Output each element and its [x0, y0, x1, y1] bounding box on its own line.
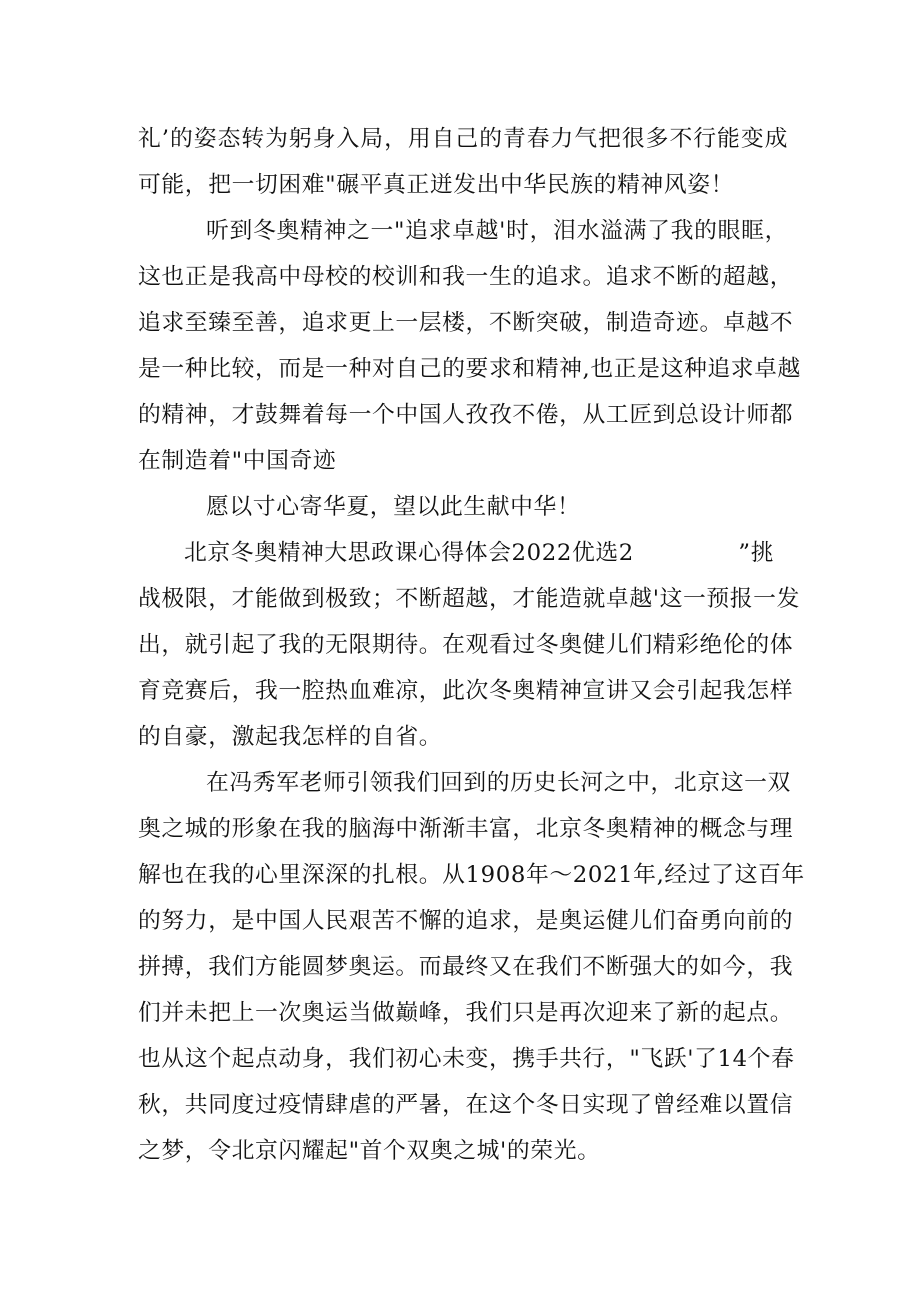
- text-line: 之梦，令北京闪耀起"首个双奥之城'的荣光。: [138, 1138, 601, 1164]
- text-line: 追求至臻至善，追求更上一层楼，不断突破，制造奇迹。卓越不: [138, 310, 794, 336]
- heading-trailing-text: ”挑: [738, 540, 774, 566]
- text-line: 秋，共同度过疫情肆虐的严暑，在这个冬日实现了曾经难以置信: [138, 1092, 794, 1118]
- text-line: 们并未把上一次奥运当做巅峰，我们只是再次迎来了新的起点。: [138, 1000, 794, 1026]
- paragraph-start-line: 愿以寸心寄华夏，望以此生献中华！: [206, 494, 581, 520]
- text-line: 奥之城的形象在我的脑海中渐渐丰富，北京冬奥精神的概念与理: [138, 816, 794, 842]
- text-line: 的精神，才鼓舞着每一个中国人孜孜不倦，从工匠到总设计师都: [138, 402, 794, 428]
- text-line: 是一种比较，而是一种对自己的要求和精神,也正是这种追求卓越: [138, 356, 801, 382]
- document-body: [138, 116, 805, 1174]
- text-line: 这也正是我高中母校的校训和我一生的追求。追求不断的超越，: [138, 264, 794, 290]
- text-line: 可能，把一切困难"碾平真正迸发出中华民族的精神风姿！: [138, 172, 735, 198]
- text-line: 育竞赛后，我一腔热血难凉，此次冬奥精神宣讲又会引起我怎样: [138, 678, 794, 704]
- text-line: 拼搏，我们方能圆梦奥运。而最终又在我们不断强大的如今，我: [138, 954, 794, 980]
- text-line: 的努力，是中国人民艰苦不懈的追求，是奥运健儿们奋勇向前的: [138, 908, 794, 934]
- text-line: 在制造着"中国奇迹: [138, 448, 337, 474]
- text-line: 战极限，才能做到极致；不断超越，才能造就卓越'这一预报一发: [138, 586, 800, 612]
- text-line: 的自豪，激起我怎样的自省。: [138, 724, 443, 750]
- text-line: 出，就引起了我的无限期待。在观看过冬奥健儿们精彩绝伦的体: [138, 632, 794, 658]
- section-heading-line: [138, 530, 788, 576]
- text-line: 礼’的姿态转为躬身入局，用自己的青春力气把很多不行能变成: [138, 126, 788, 152]
- text-line: 也从这个起点动身，我们初心未变，携手共行，"飞跃'了14个春: [138, 1046, 795, 1072]
- paragraph-start-line: 听到冬奥精神之一"追求卓越'时，泪水溢满了我的眼眶，: [206, 218, 788, 244]
- section-heading: 北京冬奥精神大思政课心得体会2022优选2: [184, 540, 634, 566]
- text-line: 解也在我的心里深深的扎根。从1908年～2021年,经过了这百年: [138, 862, 805, 888]
- paragraph-start-line: 在冯秀军老师引领我们回到的历史长河之中，北京这一双: [206, 770, 791, 796]
